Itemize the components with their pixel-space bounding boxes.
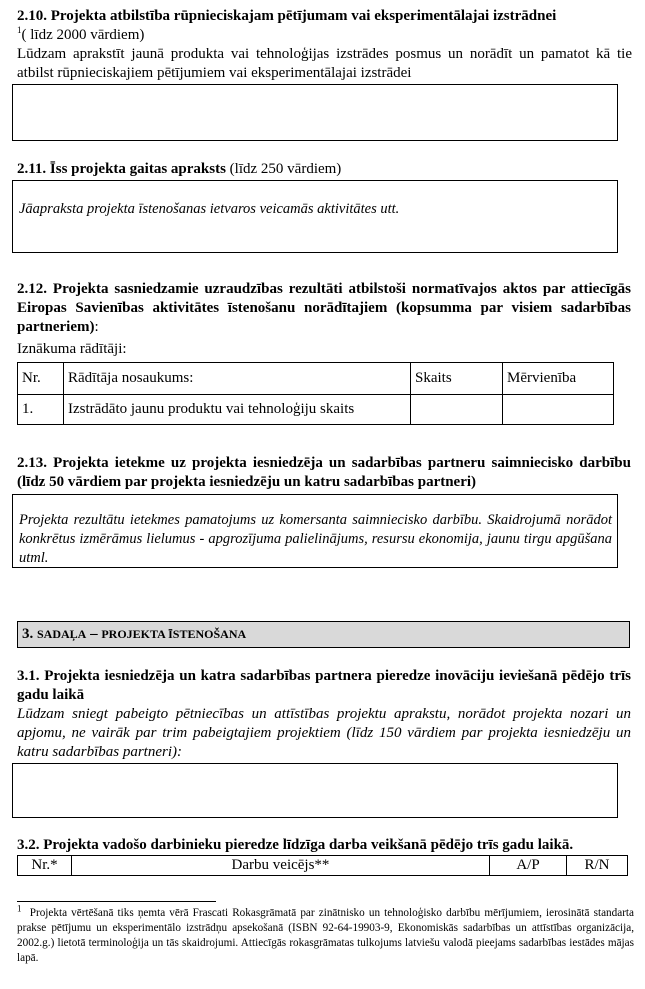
section-3-1-description: Lūdzam sniegt pabeigto pētniecības un attīstības projektu aprakstu, norādot projekta nozari un apjomu, ne vairāk par trim pabeigtajiem projektiem (līdz 150 vārdiem par projekta iesniedzēju un katru sadarbības partneri): bbox=[17, 706, 631, 760]
section-2-13-box-text: Projekta rezultātu ietekmes pamatojums uz komersanta saimniecisko darbību. Skaidrojumā norādot konkrētus izmērāmus lielumus - apgrozījuma palielinājums, resursu ekonomija, jaunu tirgu apgūšana utml. bbox=[19, 512, 612, 566]
table-cell: 1. bbox=[18, 395, 64, 425]
section-2-11-box-text: Jāapraksta projekta īstenošanas ietvaros veicamās aktivitātes utt. bbox=[19, 201, 400, 217]
footnote-separator bbox=[17, 901, 216, 902]
section-3-2-heading: 3.2. Projekta vadošo darbinieku pieredze līdzīga darba veikšanā pēdējo trīs gadu laikā. bbox=[17, 837, 574, 853]
section-3-title-bar: 3. SADAĻA – PROJEKTA ĪSTENOŠANA bbox=[17, 621, 630, 648]
table-header-row bbox=[18, 856, 628, 876]
section-2-12-heading: 2.12. Projekta sasniedzamie uzraudzības rezultāti atbilstoši normatīvajos aktos par attiecīgās Eiropas Savienības aktivitātes īstenošanu norādītajiem (kopsumma par visiem sadarbības partneriem): bbox=[17, 281, 631, 335]
staff-table bbox=[17, 855, 628, 876]
section-2-11-answer-box[interactable] bbox=[12, 180, 618, 253]
section-3-1-heading: 3.1. Projekta iesniedzēja un katra sadarbības partnera pieredze inovāciju ieviešanā pēdējo trīs gadu laikā bbox=[17, 668, 631, 703]
table-cell: Izstrādāto jaunu produktu vai tehnoloģiju skaits bbox=[64, 395, 411, 425]
table-header-cell: Mērvienība bbox=[503, 363, 614, 395]
footnote-ref[interactable]: 1 bbox=[17, 25, 22, 35]
table-header-cell: R/N bbox=[567, 856, 628, 876]
section-2-11-heading: 2.11. Īss projekta gaitas apraksts (līdz 250 vārdiem) bbox=[17, 161, 342, 177]
table-header-cell: Darbu veicējs** bbox=[72, 856, 490, 876]
table-header-row bbox=[18, 363, 614, 395]
section-2-10-limit: $^1$( līdz 2000 vārdiem) bbox=[17, 25, 145, 43]
indicators-table bbox=[17, 362, 614, 425]
section-3-1-answer-box[interactable] bbox=[12, 763, 618, 818]
section-2-12-subheading: Iznākuma rādītāji: bbox=[17, 341, 127, 357]
footnote-mark: 1 bbox=[17, 903, 22, 914]
table-header-cell: Nr. bbox=[18, 363, 64, 395]
footnote: $^1$ Projekta vērtēšanā tiks ņemta vērā Frascati Rokasgrāmatā par zinātnisko un tehnoloģisko darbību mērījumiem, ierosinātā standarta prakse pētījumu un eksperimentālo izstrādņu apsekošanā (ISBN 92-64-19903-9, Ekonomiskās sadarbības un attīstības organizācija, 2002.g.) lietotā terminoloģija un tās skaidrojumi. Attiecīgās rokasgrāmatas tulkojums latviešu valodā pieejams sadarbības iestādes mājas lapā. bbox=[17, 903, 634, 964]
table-header-cell: Rādītāja nosaukums: bbox=[64, 363, 411, 395]
table-header-cell: A/P bbox=[490, 856, 567, 876]
section-2-10-answer-box[interactable] bbox=[12, 84, 618, 141]
table-header-cell: Skaits bbox=[411, 363, 503, 395]
section-2-13-heading: 2.13. Projekta ietekme uz projekta iesniedzēja un sadarbības partneru saimniecisko darbību (līdz 50 vārdiem par projekta iesniedzēju un katru sadarbības partneri) bbox=[17, 455, 631, 490]
section-2-10-description: Lūdzam aprakstīt jaunā produkta vai tehnoloģijas izstrādes posmus un norādīt un pamatot kā tie atbilst rūpnieciskajiem pētījumiem vai eksperimentālajai izstrādei bbox=[17, 46, 632, 81]
table-row bbox=[18, 395, 614, 425]
table-header-cell: Nr.* bbox=[18, 856, 72, 876]
table-cell-skaits[interactable] bbox=[411, 395, 503, 425]
section-2-13-answer-box[interactable] bbox=[12, 494, 618, 568]
section-2-10-heading: 2.10. Projekta atbilstība rūpnieciskajam pētījumam vai eksperimentālajai izstrādnei bbox=[17, 8, 557, 24]
table-cell-mervieniba[interactable] bbox=[503, 395, 614, 425]
